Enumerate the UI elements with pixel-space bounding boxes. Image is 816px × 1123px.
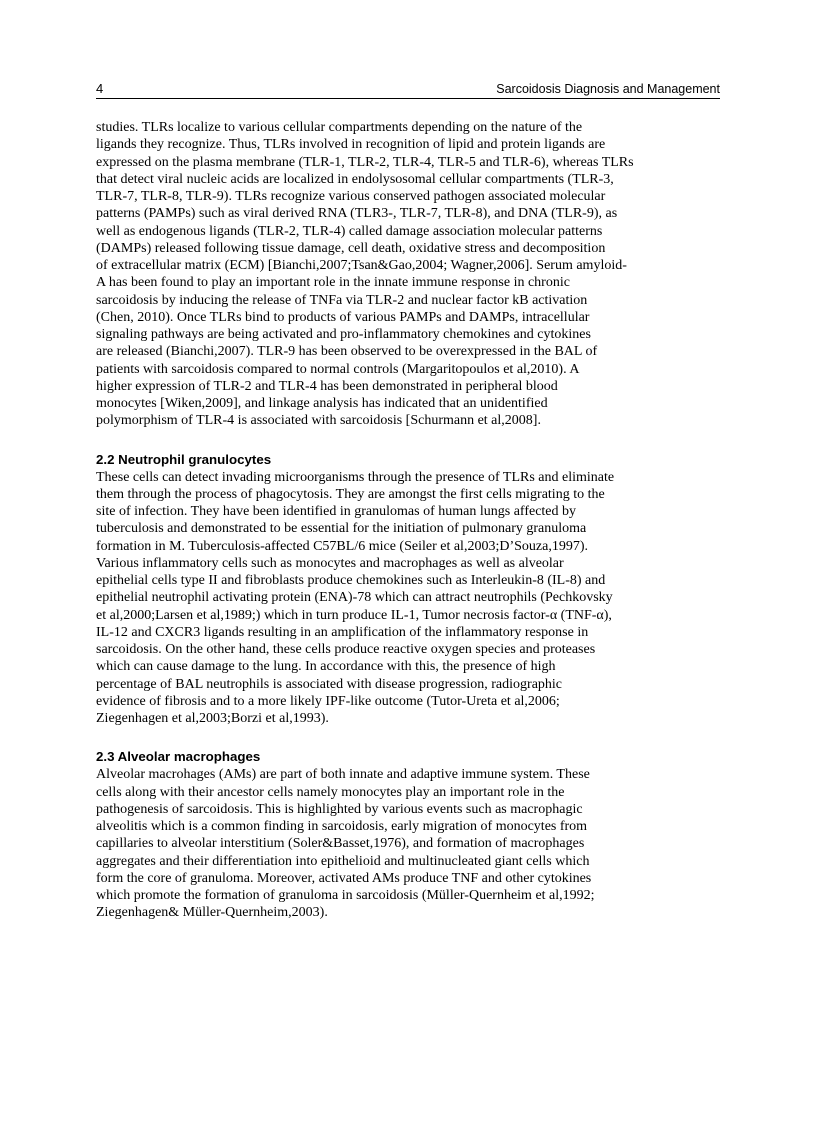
paragraph-tlr: studies. TLRs localize to various cellular compartments depending on the nature of the ligands they recognize. Thus, TLRs involved in recognition of lipid and protein ligands are expressed on the plasma membrane (TLR-1, TLR-2, TLR-4, TLR-5 and TLR-6), whereas TLRs that detect viral nucleic acids are localized in endolysosomal cellular compartments (TLR-3, TLR-7, TLR-8, TLR-9). TLRs recognize various conserved pathogen associated molecular patterns (PAMPs) such as viral derived RNA (TLR3-, TLR-7, TLR-8), and DNA (TLR-9), as well as endogenous ligands (TLR-2, TLR-4) called damage association molecular patterns (DAMPs) released following tissue damage, cell death, oxidative stress and decomposition of extracellular matrix (ECM) [Bianchi,2007;Tsan&Gao,2004; Wagner,2006]. Serum amyloid- A has been found to play an important role in the innate immune response in chronic sarcoidosis by inducing the release of TNFa via TLR-2 and nuclear factor kB activation (Chen, 2010). Once TLRs bind to products of various PAMPs and DAMPs, intracellular signaling pathways are being activated and pro-inflammatory chemokines and cytokines are released (Bianchi,2007). TLR-9 has been observed to be overexpressed in the BAL of patients with sarcoidosis compared to normal controls (Margaritopoulos et al,2010). A higher expression of TLR-2 and TLR-4 has been demonstrated in peripheral blood monocytes [Wiken,2009], and linkage analysis has indicated that an unidentified polymorphism of TLR-4 is associated with sarcoidosis [Schurmann et al,2008]. [96, 120, 634, 429]
section-heading-macrophages: 2.3 Alveolar macrophages [96, 749, 261, 765]
page-body [96, 119, 720, 922]
running-title: Sarcoidosis Diagnosis and Management [496, 82, 720, 96]
section-heading-neutrophil: 2.2 Neutrophil granulocytes [96, 451, 272, 467]
paragraph-macrophages: Alveolar macrohages (AMs) are part of both innate and adaptive immune system. These cells along with their ancestor cells namely monocytes play an important role in the pathogenesis of sarcoidosis. This is highlighted by various events such as macrophagic alveolitis which is a common finding in sarcoidosis, early migration of monocytes from capillaries to alveolar interstitium (Soler&Basset,1976), and formation of macrophages aggregates and their differentiation into epithelioid and multinucleated giant cells which form the core of granuloma. Moreover, activated AMs produce TNF and other cytokines which promote the formation of granuloma in sarcoidosis (Müller-Quernheim et al,1992; Ziegenhagen& Müller-Quernheim,2003). [96, 767, 595, 921]
running-header [96, 80, 720, 99]
paragraph-neutrophil: These cells can detect invading microorganisms through the presence of TLRs and eliminate them through the process of phagocytosis. They are amongst the first cells migrating to the site of infection. They have been identified in granulomas of human lungs affected by tuberculosis and demonstrated to be essential for the initiation of pulmonary granuloma formation in M. Tuberculosis-affected C57BL/6 mice (Seiler et al,2003;D’Souza,1997). Various inflammatory cells such as monocytes and macrophages as well as alveolar epithelial cells type II and fibroblasts produce chemokines such as Interleukin-8 (IL-8) and epithelial neutrophil activating protein (ENA)-78 which can attract neutrophils (Pechkovsky et al,2000;Larsen et al,1989;) which in turn produce IL-1, Tumor necrosis factor-α (TNF-α), IL-12 and CXCR3 ligands resulting in an amplification of the inflammatory response in sarcoidosis. On the other hand, these cells produce reactive oxygen species and proteases which can cause damage to the lung. In accordance with this, the presence of high percentage of BAL neutrophils is associated with disease progression, radiographic evidence of fibrosis and to a more likely IPF-like outcome (Tutor-Ureta et al,2006; Ziegenhagen et al,2003;Borzi et al,1993). [96, 469, 615, 726]
page-number: 4 [96, 81, 104, 96]
page [96, 80, 720, 922]
